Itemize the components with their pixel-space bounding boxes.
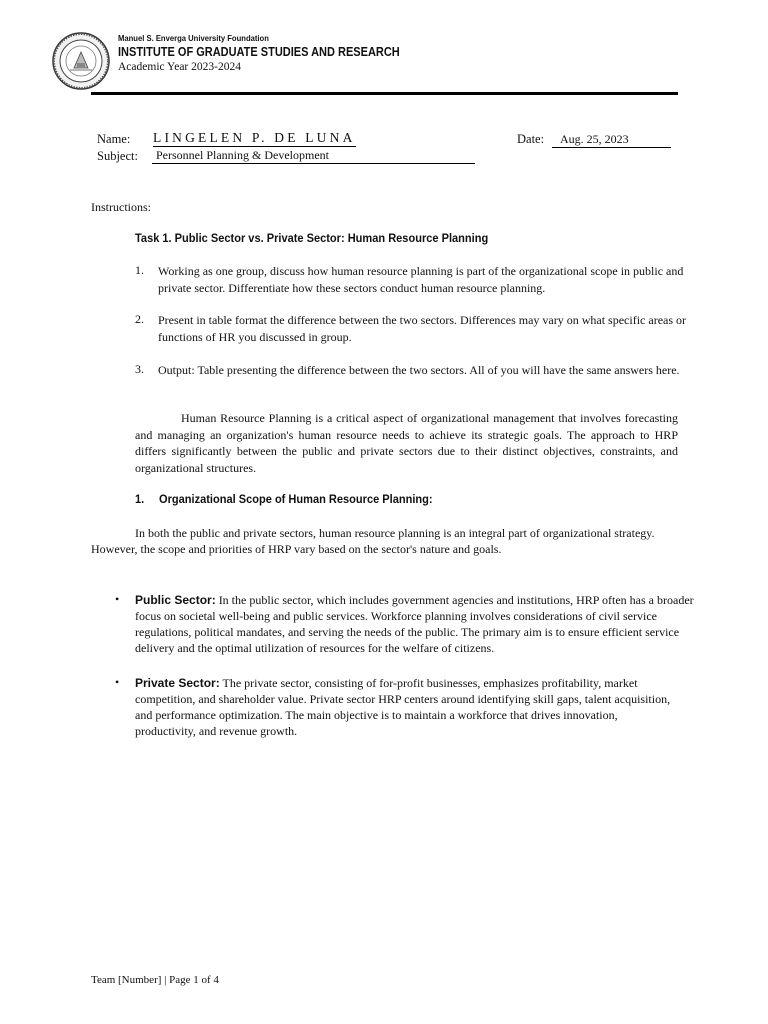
bullet-line [135, 675, 638, 692]
subject-value: Personnel Planning & Development [152, 148, 475, 164]
bullet-line: competition, and shareholder value. Private sector HRP centers around identifying skill gaps, talent acquisition, [135, 692, 671, 706]
task-item-text: Output: Table presenting the difference between the two sectors. All of you will have the same answers here. [158, 363, 680, 377]
page-footer: Team [Number] | Page 1 of 4 [91, 974, 219, 986]
bullet-line: delivery and the optimal utilization of resources for the welfare of citizens. [135, 641, 495, 655]
institute-name: INSTITUTE OF GRADUATE STUDIES AND RESEARCH [118, 45, 400, 59]
org-name: Manuel S. Enverga University Foundation [118, 33, 269, 43]
date-value: Aug. 25, 2023 [552, 132, 671, 148]
section-paragraph-line: However, the scope and priorities of HRP vary based on the sector's nature and goals. [91, 542, 502, 556]
task-item-text: Working as one group, discuss how human resource planning is part of the organizational scope in public and [158, 264, 684, 278]
bullet-line: regulations, political mandates, and serving the needs of the public. The primary aim is to ensure efficient service [135, 625, 680, 639]
bullet-icon: • [115, 592, 120, 606]
bullet-text: The private sector, consisting of for-profit businesses, emphasizes profitability, market [219, 676, 638, 690]
task-item-number: 3. [135, 362, 144, 376]
task-item-number: 1. [135, 263, 144, 277]
name-value: LINGELEN P. DE LUNA [153, 130, 356, 145]
header-rule [91, 92, 678, 95]
bullet-line [135, 592, 694, 609]
name-label: Name: [97, 132, 131, 146]
bullet-icon: • [115, 675, 120, 689]
task-title: Task 1. Public Sector vs. Private Sector: Human Resource Planning [135, 231, 489, 245]
instructions-label: Instructions: [91, 200, 151, 214]
academic-year: Academic Year 2023-2024 [118, 61, 241, 73]
section-heading: Organizational Scope of Human Resource Planning: [159, 492, 433, 506]
task-item-text: Present in table format the difference between the two sectors. Differences may vary on what specific areas or [158, 313, 687, 327]
section-paragraph-line: In both the public and private sectors, human resource planning is an integral part of organizational strategy. [135, 526, 655, 540]
bullet-line: productivity, and revenue growth. [135, 724, 298, 738]
task-item-text: functions of HR you discussed in group. [158, 330, 352, 344]
task-item-number: 2. [135, 312, 144, 326]
bullet-lead: Public Sector: [135, 593, 216, 607]
section-number: 1. [135, 492, 145, 506]
bullet-lead: Private Sector: [135, 676, 220, 690]
subject-label: Subject: [97, 149, 138, 163]
bullet-line: and performance optimization. The main objective is to maintain a workforce that drives innovation, [135, 708, 618, 722]
intro-paragraph: Human Resource Planning is a critical aspect of organizational management that involves forecasting and managing an organization's human resource needs to achieve its strategic goals. The approach to HRP differs significantly between the public and private sectors due to their distinct objectives, constraints, and organizational structures. [135, 411, 678, 475]
university-seal-icon [52, 32, 110, 90]
bullet-text: In the public sector, which includes government agencies and institutions, HRP often has a broader [215, 593, 694, 607]
task-item-text: private sector. Differentiate how these sectors conduct human resource planning. [158, 281, 546, 295]
date-label: Date: [517, 132, 545, 146]
bullet-line: focus on societal well-being and public services. Workforce planning involves considerations of civil service [135, 609, 657, 623]
